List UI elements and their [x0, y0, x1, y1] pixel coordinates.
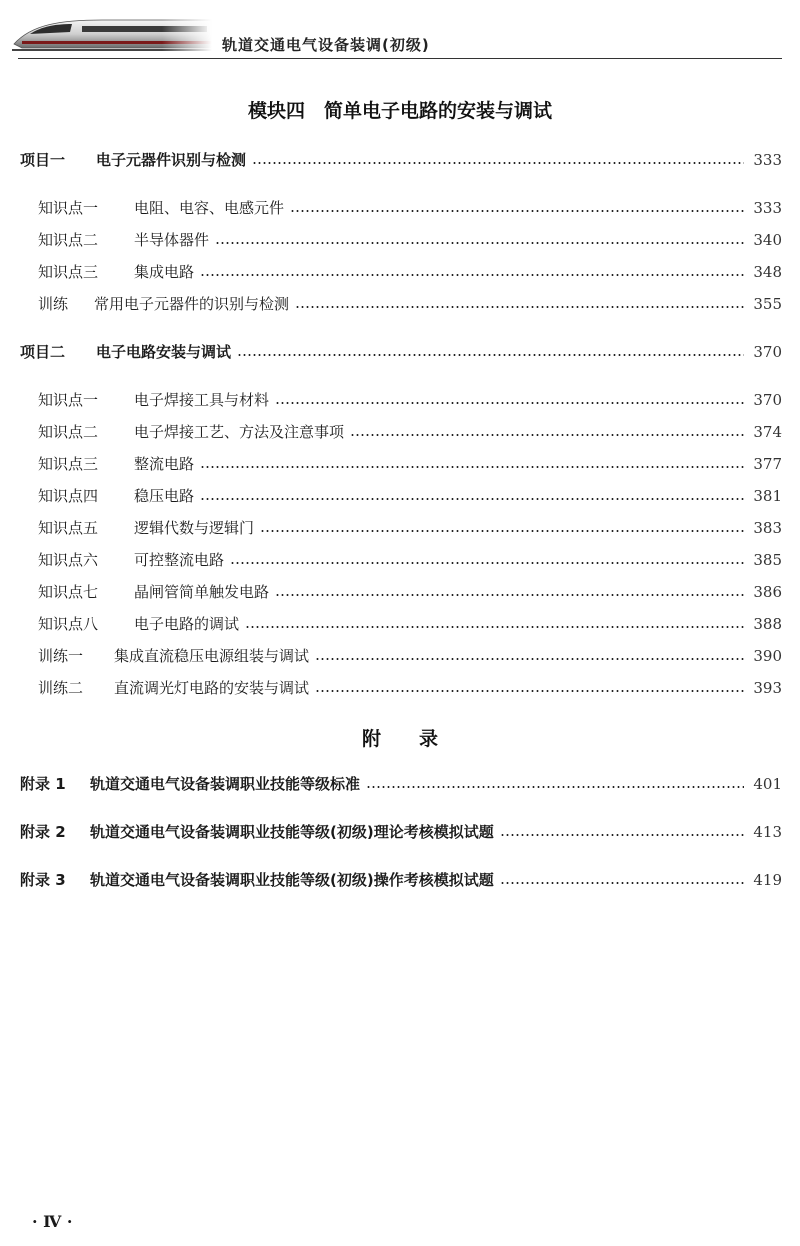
toc-project-1[interactable]	[20, 150, 782, 170]
toc-entry-title: 集成电路	[134, 263, 195, 281]
toc-page-number: 381	[753, 487, 782, 505]
toc-appendix-title: 轨道交通电气设备装调职业技能等级标准	[90, 775, 361, 793]
toc-entry-title: 直流调光灯电路的安装与调试	[114, 679, 310, 697]
toc-page-number: 374	[753, 423, 782, 441]
dot-leader	[200, 497, 744, 501]
toc-entry[interactable]	[38, 262, 782, 282]
dot-leader	[295, 305, 744, 309]
toc-appendix-label: 附录 2	[20, 823, 66, 841]
dot-leader	[350, 433, 744, 437]
toc-appendix-label: 附录 1	[20, 775, 66, 793]
toc-entry[interactable]	[38, 454, 782, 474]
toc-page-number: 413	[753, 823, 782, 841]
toc-page-number: 370	[753, 391, 782, 409]
toc-entry[interactable]	[38, 390, 782, 410]
toc-entry-title: 逻辑代数与逻辑门	[134, 519, 255, 537]
dot-leader	[260, 529, 744, 533]
toc-entry[interactable]	[38, 486, 782, 506]
dot-leader	[200, 273, 744, 277]
toc-entry[interactable]	[38, 614, 782, 634]
toc-page-number: 370	[753, 343, 782, 361]
page-header	[0, 0, 800, 62]
dot-leader	[315, 689, 744, 693]
toc-entry-label: 知识点三	[38, 455, 99, 473]
toc-entry-label: 知识点一	[38, 199, 99, 217]
toc-entry-title: 晶闸管简单触发电路	[134, 583, 270, 601]
toc-entry-title: 稳压电路	[134, 487, 195, 505]
toc-appendix-3[interactable]	[20, 870, 782, 890]
toc-page-number: 401	[753, 775, 782, 793]
toc-entry-title: 整流电路	[134, 455, 195, 473]
dot-leader	[500, 833, 744, 837]
toc-entry[interactable]	[38, 646, 782, 666]
dot-leader	[275, 593, 744, 597]
toc-appendix-2[interactable]	[20, 822, 782, 842]
toc-entry[interactable]	[38, 550, 782, 570]
toc-appendix-title: 轨道交通电气设备装调职业技能等级(初级)理论考核模拟试题	[90, 823, 494, 841]
toc-entry-label: 知识点二	[38, 423, 99, 441]
toc-entry-title: 常用电子元器件的识别与检测	[94, 295, 290, 313]
toc-page-number: 333	[753, 199, 782, 217]
toc-appendix-label: 附录 3	[20, 871, 66, 889]
dot-leader	[290, 209, 744, 213]
toc-entry-title: 可控整流电路	[134, 551, 225, 569]
toc-entry-label: 知识点七	[38, 583, 99, 601]
toc-page-number: 386	[753, 583, 782, 601]
toc-entry[interactable]	[38, 294, 782, 314]
toc-page-number: 390	[753, 647, 782, 665]
toc-page-number: 419	[753, 871, 782, 889]
module-title: 模块四 简单电子电路的安装与调试	[247, 100, 552, 122]
toc-page-number: 383	[753, 519, 782, 537]
toc-project-title: 电子电路安装与调试	[96, 343, 232, 361]
toc-entry[interactable]	[38, 422, 782, 442]
toc-entry-label: 训练一	[38, 647, 84, 665]
book-title: 轨道交通电气设备装调(初级)	[222, 36, 430, 54]
dot-leader	[500, 881, 744, 885]
dot-leader	[237, 353, 744, 357]
toc-page-number: 340	[753, 231, 782, 249]
toc-entry-label: 知识点一	[38, 391, 99, 409]
toc-page-number: 355	[753, 295, 782, 313]
toc-entry-title: 电子焊接工艺、方法及注意事项	[134, 423, 345, 441]
toc-entry[interactable]	[38, 518, 782, 538]
appendix-title: 附 录	[361, 728, 438, 750]
toc-page-number: 385	[753, 551, 782, 569]
header-divider	[18, 58, 782, 59]
toc-project-2[interactable]	[20, 342, 782, 362]
dot-leader	[200, 465, 744, 469]
toc-entry[interactable]	[38, 678, 782, 698]
toc-entry-label: 知识点五	[38, 519, 99, 537]
toc-appendix-1[interactable]	[20, 774, 782, 794]
dot-leader	[366, 785, 744, 789]
page-number: · Ⅳ ·	[32, 1212, 73, 1231]
toc-entry-title: 电子电路的调试	[134, 615, 240, 633]
toc-page-number: 388	[753, 615, 782, 633]
toc-entry-title: 半导体器件	[134, 231, 210, 249]
toc-entry-title: 电子焊接工具与材料	[134, 391, 270, 409]
toc-entry-label: 知识点三	[38, 263, 99, 281]
toc-entry-label: 知识点六	[38, 551, 99, 569]
toc-entry-title: 集成直流稳压电源组装与调试	[114, 647, 310, 665]
dot-leader	[252, 161, 744, 165]
toc-entry[interactable]	[38, 582, 782, 602]
toc-page-number: 333	[753, 151, 782, 169]
toc-page-number: 348	[753, 263, 782, 281]
toc-entry-label: 训练二	[38, 679, 84, 697]
toc-entry[interactable]	[38, 230, 782, 250]
dot-leader	[230, 561, 744, 565]
toc-project-title: 电子元器件识别与检测	[96, 151, 247, 169]
toc-entry-label: 知识点四	[38, 487, 99, 505]
toc-entry[interactable]	[38, 198, 782, 218]
dot-leader	[315, 657, 744, 661]
toc-entry-label: 知识点二	[38, 231, 99, 249]
toc-entry-label: 训练	[38, 295, 69, 313]
toc-entry-title: 电阻、电容、电感元件	[134, 199, 285, 217]
high-speed-train-icon	[12, 14, 212, 54]
toc-entry-label: 知识点八	[38, 615, 99, 633]
dot-leader	[275, 401, 744, 405]
toc-appendix-title: 轨道交通电气设备装调职业技能等级(初级)操作考核模拟试题	[90, 871, 494, 889]
toc-page-number: 393	[753, 679, 782, 697]
dot-leader	[245, 625, 744, 629]
toc-project-label: 项目一	[20, 151, 66, 169]
dot-leader	[215, 241, 744, 245]
toc-project-label: 项目二	[20, 343, 66, 361]
toc-page-number: 377	[753, 455, 782, 473]
